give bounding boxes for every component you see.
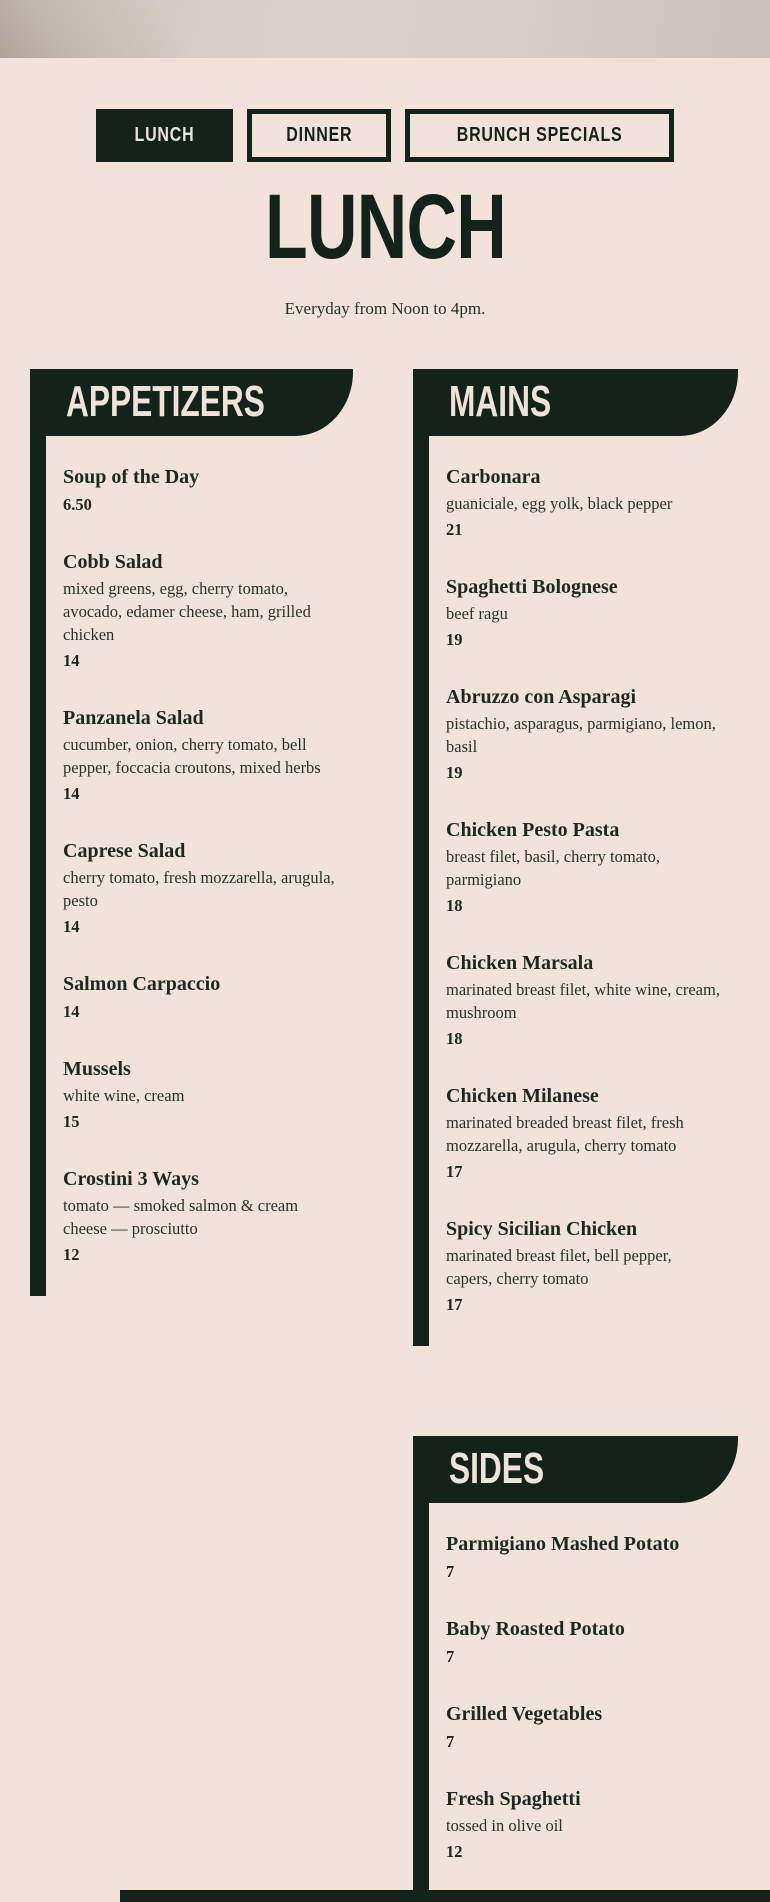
- section-sides-list: [413, 1503, 738, 1893]
- item-description: cucumber, onion, cherry tomato, bell pepper, foccacia croutons, mixed herbs: [63, 734, 321, 777]
- section-mains-header: [413, 369, 738, 436]
- page-subtitle: Everyday from Noon to 4pm.: [284, 298, 486, 318]
- tab-brunch-specials[interactable]: [405, 109, 674, 162]
- menu-item: [446, 1786, 720, 1863]
- item-price: 14: [63, 783, 80, 803]
- menu-item: [446, 574, 720, 651]
- section-appetizers-list: [30, 436, 353, 1296]
- item-price: 14: [63, 1001, 80, 1021]
- item-name: Soup of the Day: [63, 465, 200, 488]
- section-sides-header: [413, 1436, 738, 1503]
- item-name: Grilled Vegetables: [446, 1702, 603, 1725]
- menu-item: [63, 838, 335, 938]
- page-title: LUNCH: [264, 176, 506, 278]
- hero-photo: [0, 0, 770, 58]
- section-appetizers-title: APPETIZERS: [66, 377, 265, 427]
- menu-item: [446, 1616, 720, 1668]
- menu-column-left: [30, 369, 353, 1296]
- tab-lunch-label: LUNCH: [134, 124, 195, 146]
- menu-item: [63, 464, 335, 516]
- item-price: 18: [446, 895, 463, 915]
- menu-item: [446, 950, 720, 1050]
- item-description: breast filet, basil, cherry tomato, parmigiano: [446, 846, 660, 889]
- footer-top-strip: [120, 1890, 770, 1902]
- item-name: Panzanela Salad: [63, 706, 204, 729]
- section-appetizers-header: [30, 369, 353, 436]
- item-name: Chicken Milanese: [446, 1084, 599, 1107]
- menu-item: [63, 705, 335, 805]
- tab-brunch-specials-label: BRUNCH SPECIALS: [456, 124, 623, 146]
- section-appetizers: [30, 369, 353, 1296]
- item-name: Cobb Salad: [63, 550, 163, 573]
- menu-item: [446, 464, 720, 541]
- item-name: Baby Roasted Potato: [446, 1617, 625, 1640]
- menu-item: [446, 1083, 720, 1183]
- item-name: Chicken Pesto Pasta: [446, 818, 620, 841]
- item-name: Caprese Salad: [63, 839, 186, 862]
- item-price: 7: [446, 1731, 455, 1751]
- item-price: 7: [446, 1561, 455, 1581]
- menu-column-right: [413, 369, 738, 1893]
- item-name: Spicy Sicilian Chicken: [446, 1217, 638, 1240]
- section-mains-list: [413, 436, 738, 1346]
- item-description: mixed greens, egg, cherry tomato, avocado, edamer cheese, ham, grilled chicken: [63, 578, 311, 644]
- item-name: Chicken Marsala: [446, 951, 594, 974]
- item-price: 19: [446, 762, 463, 782]
- menu-item: [446, 1701, 720, 1753]
- item-price: 19: [446, 629, 463, 649]
- item-name: Crostini 3 Ways: [63, 1167, 199, 1190]
- item-name: Mussels: [63, 1057, 131, 1080]
- item-name: Parmigiano Mashed Potato: [446, 1532, 680, 1555]
- item-description: beef ragu: [446, 603, 508, 623]
- item-description: tomato — smoked salmon & cream cheese — prosciutto: [63, 1195, 299, 1238]
- item-description: marinated breast filet, white wine, cream, mushroom: [446, 979, 720, 1022]
- tab-dinner-label: DINNER: [285, 124, 352, 146]
- menu-item: [446, 684, 720, 784]
- item-price: 14: [63, 650, 80, 670]
- item-price: 7: [446, 1646, 455, 1666]
- item-description: cherry tomato, fresh mozzarella, arugula, pesto: [63, 867, 335, 910]
- item-name: Abruzzo con Asparagi: [446, 685, 636, 708]
- menu-grid: [0, 369, 770, 1893]
- item-price: 15: [63, 1111, 80, 1131]
- item-name: Spaghetti Bolognese: [446, 575, 618, 598]
- menu-item: [446, 1216, 720, 1316]
- item-name: Carbonara: [446, 465, 541, 488]
- menu-item: [446, 817, 720, 917]
- item-price: 12: [446, 1841, 463, 1861]
- menu-item: [63, 1166, 335, 1266]
- tab-dinner[interactable]: [247, 109, 392, 162]
- menu-item: [63, 1056, 335, 1133]
- item-description: pistachio, asparagus, parmigiano, lemon, basil: [446, 713, 716, 756]
- item-price: 18: [446, 1028, 463, 1048]
- item-price: 17: [446, 1161, 463, 1181]
- menu-item: [63, 971, 335, 1023]
- item-description: marinated breaded breast filet, fresh mozzarella, arugula, cherry tomato: [446, 1112, 684, 1155]
- item-description: marinated breast filet, bell pepper, capers, cherry tomato: [446, 1245, 672, 1288]
- menu-item: [446, 1531, 720, 1583]
- item-price: 17: [446, 1294, 463, 1314]
- section-sides-title: SIDES: [449, 1444, 545, 1494]
- item-description: white wine, cream: [63, 1085, 185, 1105]
- item-description: tossed in olive oil: [446, 1815, 563, 1835]
- item-price: 6.50: [63, 494, 92, 514]
- tab-lunch[interactable]: [96, 109, 233, 162]
- item-name: Salmon Carpaccio: [63, 972, 221, 995]
- menu-tabs: [0, 109, 770, 162]
- item-price: 12: [63, 1244, 80, 1264]
- item-description: guaniciale, egg yolk, black pepper: [446, 493, 673, 513]
- item-name: Fresh Spaghetti: [446, 1787, 581, 1810]
- item-price: 14: [63, 916, 80, 936]
- menu-item: [63, 549, 335, 672]
- section-mains: [413, 369, 738, 1346]
- section-sides: [413, 1436, 738, 1893]
- section-mains-title: MAINS: [449, 377, 552, 427]
- item-price: 21: [446, 519, 463, 539]
